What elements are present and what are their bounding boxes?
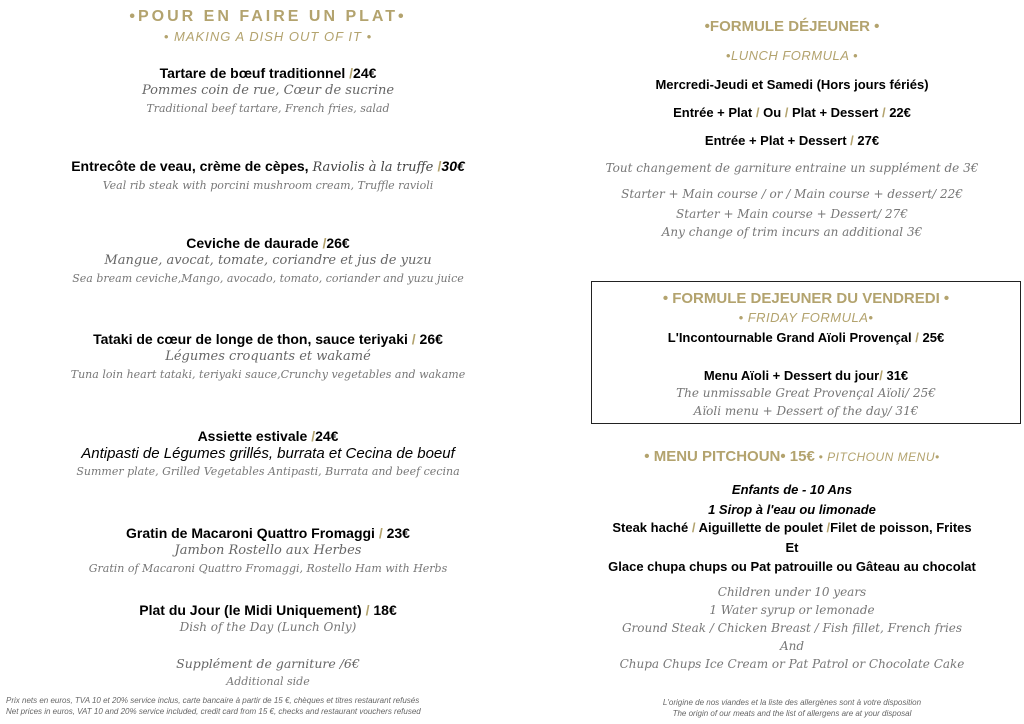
footer-left-fr: Prix nets en euros, TVA 10 et 20% service inclus, carte bancaire à partir de 15 €, chèques et titres restaurant refusés	[6, 696, 420, 705]
lunch-option-2: Entrée + Plat + Dessert / 27€	[704, 133, 880, 148]
pitchoun-en-3: Ground Steak / Chicken Breast / Fish fillet, French fries	[621, 621, 963, 635]
lunch-subtitle: •LUNCH FORMULA •	[725, 48, 859, 63]
section-title-plat: •POUR EN FAIRE UN PLAT•	[129, 8, 407, 25]
pitchoun-en-4: And	[779, 639, 805, 653]
lunch-en-2: Starter + Main course + Dessert/ 27€	[676, 207, 908, 221]
pitchoun-header	[560, 448, 1024, 466]
supplement-fr: Supplément de garniture /6€	[176, 656, 360, 671]
dish-item	[0, 601, 536, 636]
dish-item	[0, 234, 536, 287]
footer-left	[6, 695, 526, 717]
dish-description-fr: Mangue, avocat, tomate, coriandre et jus de yuzu	[104, 253, 432, 268]
pitchoun-age: Enfants de - 10 Ans	[731, 482, 853, 497]
dish-name: Assiette estivale /24€	[197, 428, 339, 444]
lunch-days: Mercredi-Jeudi et Samedi (Hors jours fériés)	[655, 77, 929, 92]
dish-description-fr: Antipasti de Légumes grillés, burrata et Cecina de boeuf	[81, 445, 455, 462]
friday-title: • FORMULE DEJEUNER DU VENDREDI •	[662, 290, 950, 307]
footer-right	[560, 697, 1024, 719]
footer-right-en: The origin of our meats and the list of allergens are at your disposal	[672, 709, 912, 718]
friday-en-2: Aïoli menu + Dessert of the day/ 31€	[693, 404, 919, 418]
section-subtitle-plat: • MAKING A DISH OUT OF IT •	[163, 29, 373, 44]
lunch-note-fr: Tout changement de garniture entraine un supplément de 3€	[605, 161, 979, 175]
lunch-option-1: Entrée + Plat / Ou / Plat + Dessert / 22€	[673, 105, 911, 120]
friday-formula-box	[591, 281, 1021, 424]
supplement-en: Additional side	[226, 675, 310, 688]
dish-name: Tataki de cœur de longe de thon, sauce teriyaki / 26€	[93, 331, 443, 347]
dish-item	[0, 64, 536, 117]
dish-description-en: Veal rib steak with porcini mushroom cream, Truffle ravioli	[102, 179, 434, 192]
pitchoun-and: Et	[785, 540, 799, 555]
pitchoun-dessert: Glace chupa chups ou Pat patrouille ou Gâteau au chocolat	[608, 559, 976, 574]
dish-item	[0, 524, 536, 577]
footer-left-en: Net prices in euros, VAT 10 and 20% service included, credit card from 15 €, checks and restaurant vouchers refused	[6, 707, 421, 716]
pitchoun-main: Steak haché / Aiguillette de poulet /Filet de poisson, Frites	[612, 520, 972, 535]
friday-line-2: Menu Aïoli + Dessert du jour/ 31€	[703, 368, 909, 383]
dish-description-fr: Dish of the Day (Lunch Only)	[179, 620, 357, 634]
pitchoun-subtitle: • PITCHOUN MENU•	[814, 450, 940, 464]
dish-item	[0, 330, 536, 383]
dish-name: Ceviche de daurade /26€	[186, 235, 350, 251]
friday-subtitle: • FRIDAY FORMULA•	[738, 310, 874, 325]
dish-name: Entrecôte de veau, crème de cèpes, Raviolis à la truffe /30€	[71, 158, 465, 175]
dish-name: Plat du Jour (le Midi Uniquement) / 18€	[139, 602, 397, 618]
dish-description-en: Tuna loin heart tataki, teriyaki sauce,Crunchy vegetables and wakame	[70, 368, 466, 381]
dish-item	[0, 427, 536, 480]
footer-right-fr: L'origine de nos viandes et la liste des allergènes sont à votre disposition	[662, 698, 922, 707]
lunch-en-1: Starter + Main course / or / Main course + dessert/ 22€	[621, 187, 963, 201]
lunch-en-3: Any change of trim incurs an additional 3€	[661, 225, 923, 239]
dish-description-fr: Pommes coin de rue, Cœur de sucrine	[141, 83, 395, 98]
dish-name: Gratin de Macaroni Quattro Fromaggi / 23€	[126, 525, 410, 541]
pitchoun-en-2: 1 Water syrup or lemonade	[709, 603, 875, 617]
pitchoun-title: • MENU PITCHOUN• 15€	[644, 448, 815, 465]
dish-description-fr: Légumes croquants et wakamé	[165, 349, 371, 364]
supplement	[0, 655, 536, 690]
dish-item	[0, 157, 536, 194]
pitchoun-drink: 1 Sirop à l'eau ou limonade	[708, 502, 876, 517]
friday-en-1: The unmissable Great Provençal Aïoli/ 25€	[676, 386, 936, 400]
dish-description-en: Gratin of Macaroni Quattro Fromaggi, Rostello Ham with Herbs	[88, 562, 448, 575]
dish-description-en: Sea bream ceviche,Mango, avocado, tomato, coriander and yuzu juice	[72, 272, 464, 285]
lunch-title: •FORMULE DÉJEUNER •	[704, 18, 880, 35]
dish-description-en: Summer plate, Grilled Vegetables Antipasti, Burrata and beef cecina	[76, 465, 460, 478]
dish-description-fr: Jambon Rostello aux Herbes	[174, 543, 362, 558]
friday-line-1: L'Incontournable Grand Aïoli Provençal / 25€	[667, 330, 945, 345]
pitchoun-en-5: Chupa Chups Ice Cream or Pat Patrol or Chocolate Cake	[619, 657, 965, 671]
pitchoun-en-1: Children under 10 years	[717, 585, 867, 599]
dish-name: Tartare de bœuf traditionnel /24€	[159, 65, 377, 81]
dish-description-en: Traditional beef tartare, French fries, salad	[146, 102, 390, 115]
